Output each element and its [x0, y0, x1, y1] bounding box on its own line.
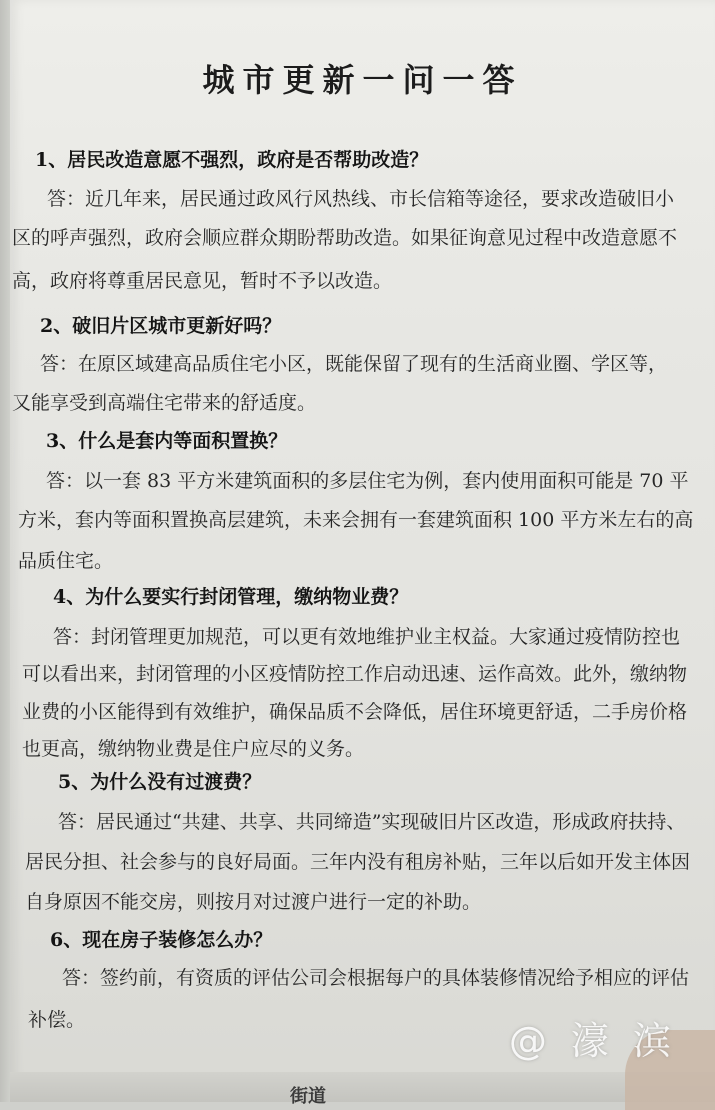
document-title: 城市更新一问一答	[202, 61, 523, 99]
answer-line: 方米，套内等面积置换高层建筑，未来会拥有一套建筑面积 100 平方米左右的高	[18, 509, 694, 531]
question-6: 6、现在房子装修怎么办？	[50, 929, 273, 951]
answer-line: 居民分担、社会参与的良好局面。三年内没有租房补贴，三年以后如开发主体因	[25, 851, 691, 873]
answer-line: 答：签约前，有资质的评估公司会根据每户的具体装修情况给予相应的评估	[62, 967, 690, 989]
answer-line: 答：近几年来，居民通过政风行风热线、市长信箱等途径，要求改造破旧小	[47, 188, 675, 210]
question-3: 3、什么是套内等面积置换？	[46, 430, 288, 452]
bottom-text-fragment: 街道	[290, 1086, 326, 1107]
answer-line: 区的呼声强烈，政府会顺应群众期盼帮助改造。如果征询意见过程中改造意愿不	[12, 227, 678, 249]
answer-line: 也更高，缴纳物业费是住户应尽的义务。	[22, 738, 365, 760]
answer-line: 答：在原区域建高品质住宅小区，既能保留了现有的生活商业圈、学区等，	[40, 353, 668, 375]
question-2: 2、破旧片区城市更新好吗？	[40, 315, 282, 337]
question-4: 4、为什么要实行封闭管理，缴纳物业费？	[53, 586, 409, 608]
watermark: @ 濠 滨	[508, 1019, 677, 1063]
answer-line: 业费的小区能得到有效维护，确保品质不会降低，居住环境更舒适，二手房价格	[22, 701, 688, 723]
answer-line: 可以看出来，封闭管理的小区疫情防控工作启动迅速、运作高效。此外，缴纳物	[22, 663, 688, 685]
question-5: 5、为什么没有过渡费？	[58, 771, 262, 793]
bottom-paper-edge	[10, 1072, 715, 1102]
answer-line: 高，政府将尊重居民意见，暂时不予以改造。	[12, 270, 393, 292]
answer-line: 答：封闭管理更加规范，可以更有效地维护业主权益。大家通过疫情防控也	[53, 626, 681, 648]
answer-line: 答：以一套 83 平方米建筑面积的多层住宅为例，套内使用面积可能是 70 平	[46, 470, 689, 492]
paper-sheet	[10, 0, 715, 1102]
answer-line: 又能享受到高端住宅带来的舒适度。	[12, 392, 317, 414]
answer-line: 补偿。	[28, 1009, 86, 1031]
answer-line: 自身原因不能交房，则按月对过渡户进行一定的补助。	[25, 891, 482, 913]
answer-line: 答：居民通过“共建、共享、共同缔造”实现破旧片区改造，形成政府扶持、	[58, 811, 686, 833]
question-1: 1、居民改造意愿不强烈，政府是否帮助改造？	[35, 149, 429, 171]
answer-line: 品质住宅。	[18, 550, 114, 572]
